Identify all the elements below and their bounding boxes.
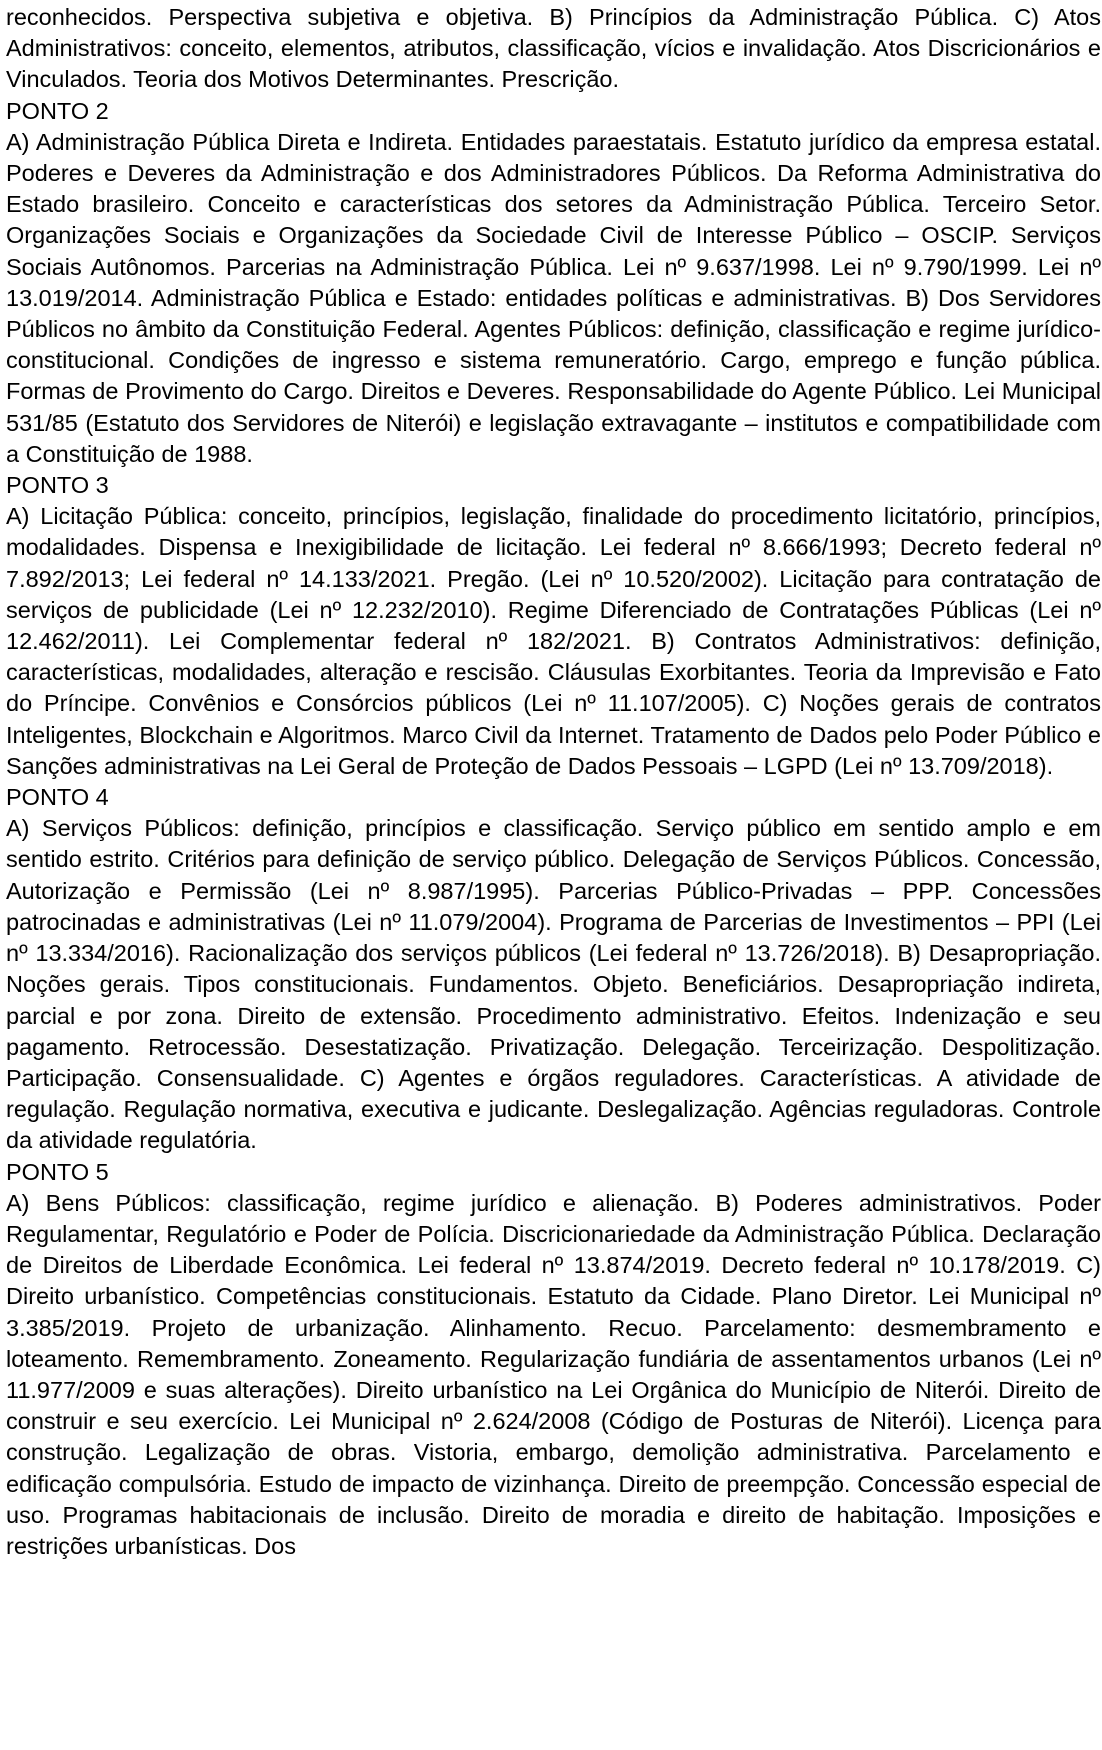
section-ponto-3 bbox=[6, 470, 1101, 782]
section-paragraph: A) Licitação Pública: conceito, princípios, legislação, finalidade do procedimento licitatório, princípios, modalidades. Dispensa e Inexigibilidade de licitação. Lei federal nº 8.666/1993; Decreto federal nº 7.892/2013; Lei federal nº 14.133/2021. Pregão. (Lei nº 10.520/2002). Licitação para contratação de serviços de publicidade (Lei nº 12.232/2010). Regime Diferenciado de Contratações Públicas (Lei nº 12.462/2011). Lei Complementar federal nº 182/2021. B) Contratos Administrativos: definição, características, modalidades, alteração e rescisão. Cláusulas Exorbitantes. Teoria da Imprevisão e Fato do Príncipe. Convênios e Consórcios públicos (Lei nº 11.107/2005). C) Noções gerais de contratos Inteligentes, Blockchain e Algoritmos. Marco Civil da Internet. Tratamento de Dados pelo Poder Público e Sanções administrativas na Lei Geral de Proteção de Dados Pessoais – LGPD (Lei nº 13.709/2018). bbox=[6, 503, 1101, 779]
intro-paragraph: reconhecidos. Perspectiva subjetiva e objetiva. B) Princípios da Administração Pública. C) Atos Administrativos: conceito, elementos, atributos, classificação, vícios e invalidação. Atos Discricionários e Vinculados. Teoria dos Motivos Determinantes. Prescrição. bbox=[6, 4, 1101, 93]
section-paragraph: A) Serviços Públicos: definição, princípios e classificação. Serviço público em sentido amplo e em sentido estrito. Critérios para definição de serviço público. Delegação de Serviços Públicos. Concessão, Autorização e Permissão (Lei nº 8.987/1995). Parcerias Público-Privadas – PPP. Concessões patrocinadas e administrativas (Lei nº 11.079/2004). Programa de Parcerias de Investimentos – PPI (Lei nº 13.334/2016). Racionalização dos serviços públicos (Lei federal nº 13.726/2018). B) Desapropriação. Noções gerais. Tipos constitucionais. Fundamentos. Objeto. Beneficiários. Desapropriação indireta, parcial e por zona. Direito de extensão. Procedimento administrativo. Efeitos. Indenização e seu pagamento. Retrocessão. Desestatização. Privatização. Delegação. Terceirização. Despolitização. Participação. Consensualidade. C) Agentes e órgãos reguladores. Características. A atividade de regulação. Regulação normativa, executiva e judicante. Deslegalização. Agências reguladoras. Controle da atividade regulatória. bbox=[6, 815, 1101, 1154]
section-paragraph: A) Bens Públicos: classificação, regime jurídico e alienação. B) Poderes administrativos. Poder Regulamentar, Regulatório e Poder de Polícia. Discricionariedade da Administração Pública. Declaração de Direitos de Liberdade Econômica. Lei federal nº 13.874/2019. Decreto federal nº 10.178/2019. C) Direito urbanístico. Competências constitucionais. Estatuto da Cidade. Plano Diretor. Lei Municipal nº 3.385/2019. Projeto de urbanização. Alinhamento. Recuo. Parcelamento: desmembramento e loteamento. Remembramento. Zoneamento. Regularização fundiária de assentamentos urbanos (Lei nº 11.977/2009 e suas alterações). Direito urbanístico na Lei Orgânica do Município de Niterói. Direito de construir e seu exercício. Lei Municipal nº 2.624/2008 (Código de Posturas de Niterói). Licença para construção. Legalização de obras. Vistoria, embargo, demolição administrativa. Parcelamento e edificação compulsória. Estudo de impacto de vizinhança. Direito de preempção. Concessão especial de uso. Programas habitacionais de inclusão. Direito de moradia e direito de habitação. Imposições e restrições urbanísticas. Dos bbox=[6, 1189, 1101, 1559]
section-ponto-2 bbox=[6, 96, 1101, 470]
section-heading: PONTO 5 bbox=[6, 1158, 109, 1185]
section-ponto-4 bbox=[6, 782, 1101, 1156]
section-paragraph: A) Administração Pública Direta e Indireta. Entidades paraestatais. Estatuto jurídico da empresa estatal. Poderes e Deveres da Administração e dos Administradores Públicos. Da Reforma Administrativa do Estado brasileiro. Conceito e características dos setores da Administração Pública. Terceiro Setor. Organizações Sociais e Organizações da Sociedade Civil de Interesse Público – OSCIP. Serviços Sociais Autônomos. Parcerias na Administração Pública. Lei nº 9.637/1998. Lei nº 9.790/1999. Lei nº 13.019/2014. Administração Pública e Estado: entidades políticas e administrativas. B) Dos Servidores Públicos no âmbito da Constituição Federal. Agentes Públicos: definição, classificação e regime jurídico-constitucional. Condições de ingresso e sistema remuneratório. Cargo, emprego e função pública. Formas de Provimento do Cargo. Direitos e Deveres. Responsabilidade do Agente Público. Lei Municipal 531/85 (Estatuto dos Servidores de Niterói) e legislação extravagante – institutos e compatibilidade com a Constituição de 1988. bbox=[6, 128, 1101, 467]
section-heading: PONTO 4 bbox=[6, 784, 109, 811]
section-heading: PONTO 3 bbox=[6, 472, 109, 499]
section-ponto-5 bbox=[6, 1157, 1101, 1563]
section-heading: PONTO 2 bbox=[6, 97, 109, 124]
